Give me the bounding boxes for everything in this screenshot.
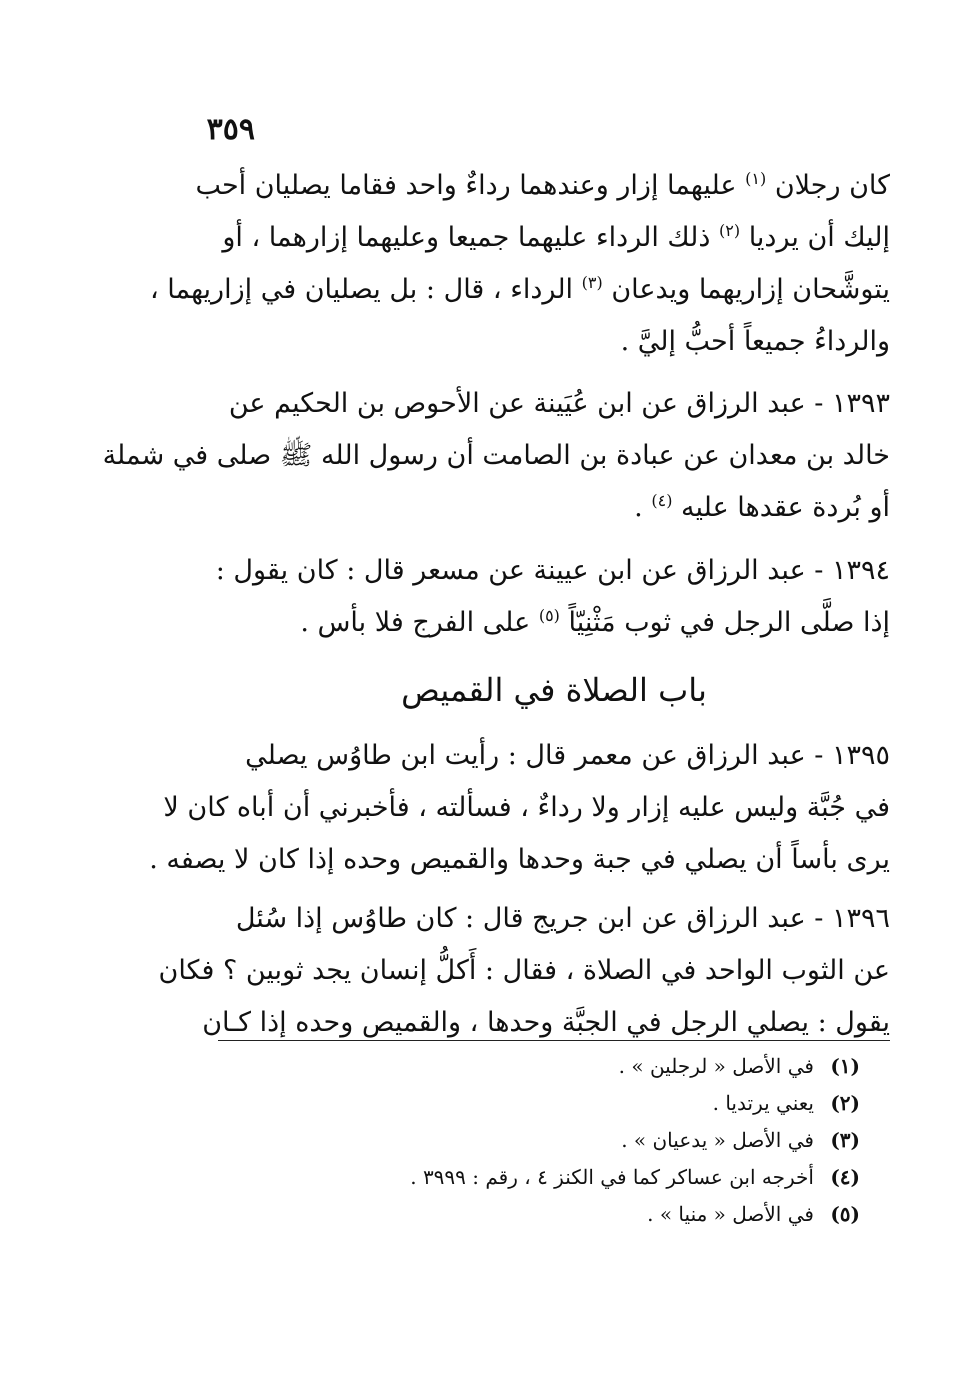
text-segment: عليهما إزار وعندهما رداءٌ واحد فقاما يصليان أحب <box>195 170 737 201</box>
footnote-number: (٣) <box>830 1128 860 1152</box>
footnote-number: (٥) <box>830 1202 860 1226</box>
text-segment: إذا صلَّى الرجل في ثوب مَثْنِيّاً <box>568 607 890 638</box>
text-segment: ١٣٩٣ - عبد الرزاق عن ابن عُيَينة عن الأحوص بن الحكيم عن <box>228 388 890 419</box>
footnote-number: (٤) <box>830 1165 860 1189</box>
footnote-text: أخرجه ابن عساكر كما في الكنز ٤ ، رقم : ٣٩٩٩ . <box>410 1165 814 1189</box>
footnote-ref: (٤) <box>651 491 673 510</box>
footnote-number: (١) <box>830 1054 860 1078</box>
paragraph-1 <box>149 160 890 368</box>
text-line <box>218 316 890 368</box>
text-line <box>218 378 890 430</box>
text-line <box>218 597 890 649</box>
text-segment: على الفرج فلا بأس . <box>300 607 531 638</box>
text-segment: يقول : يصلي الرجل في الجبَّة وحدها ، والقميص وحده إذا كـان <box>202 1007 890 1038</box>
hadith-1394 <box>215 545 890 649</box>
footnotes <box>320 1048 860 1233</box>
text-segment: الرداء ، قال : بل يصليان في إزاريهما ، <box>149 274 574 305</box>
text-segment: ١٣٩٦ - عبد الرزاق عن ابن جريج قال : كان طاوُس إذا سُئل <box>235 903 890 934</box>
footnote-4 <box>320 1159 860 1196</box>
text-line <box>149 834 890 886</box>
text-segment: والرداءُ جميعاً أحبُّ إليَّ . <box>620 326 890 357</box>
footnote-ref: (٣) <box>581 273 603 292</box>
footnote-3 <box>320 1122 860 1159</box>
footnote-ref: (٥) <box>538 606 560 625</box>
hadith-1393 <box>102 378 890 534</box>
text-segment: خالد بن معدان عن عبادة بن الصامت أن رسول الله ﷺ صلى في شملة <box>102 440 890 471</box>
text-segment: في جُبَّة وليس عليه إزار ولا رداءٌ ، فسألته ، فأخبرني أن أباه كان لا <box>163 792 890 823</box>
text-line <box>163 782 890 834</box>
footnote-1 <box>320 1048 860 1085</box>
footnote-text: يعني يرتديا . <box>712 1091 814 1115</box>
text-line <box>102 430 890 482</box>
text-segment: يتوشَّحان إزاريهما ويدعان <box>611 274 890 305</box>
text-line <box>215 545 890 597</box>
text-line <box>149 264 890 316</box>
footnote-text: في الأصل « لرجلين » . <box>618 1054 814 1078</box>
footnote-2 <box>320 1085 860 1122</box>
text-segment: أو بُردة عقدها عليه <box>681 492 890 523</box>
footnote-divider <box>218 1040 890 1041</box>
text-segment: عن الثوب الواحد في الصلاة ، فقال : أَكلُّ إنسان يجد ثوبين ؟ فكان <box>158 955 890 986</box>
text-segment: كان رجلان <box>774 170 890 201</box>
page-number: ٣٥٩ <box>206 112 255 147</box>
hadith-1396 <box>158 893 890 1049</box>
text-line <box>158 945 890 997</box>
text-line <box>218 730 890 782</box>
footnote-text: في الأصل « يدعيان » . <box>621 1128 814 1152</box>
footnote-ref: (٢) <box>719 221 741 240</box>
footnote-text: في الأصل « منيا » . <box>647 1202 814 1226</box>
text-line <box>218 482 890 534</box>
text-segment: ١٣٩٤ - عبد الرزاق عن ابن عيينة عن مسعر قال : كان يقول : <box>215 555 890 586</box>
hadith-1395 <box>149 730 890 886</box>
text-segment: يرى بأساً أن يصلي في جبة وحدها والقميص وحده إذا كان لا يصفه . <box>149 844 890 875</box>
section-heading: باب الصلاة في القميص <box>401 671 707 709</box>
footnote-number: (٢) <box>830 1091 860 1115</box>
text-segment: إليك أن يرديا <box>748 222 890 253</box>
text-segment: . <box>634 492 643 523</box>
text-line <box>218 212 890 264</box>
footnote-ref: (١) <box>745 169 767 188</box>
text-segment: ١٣٩٥ - عبد الرزاق عن معمر قال : رأيت ابن طاوُس يصلي <box>245 740 890 771</box>
text-line <box>218 893 890 945</box>
text-line <box>195 160 890 212</box>
text-line <box>202 997 890 1049</box>
text-segment: ذلك الرداء عليهما جميعا وعليهما إزارهما ، أو <box>222 222 711 253</box>
footnote-5 <box>320 1196 860 1233</box>
